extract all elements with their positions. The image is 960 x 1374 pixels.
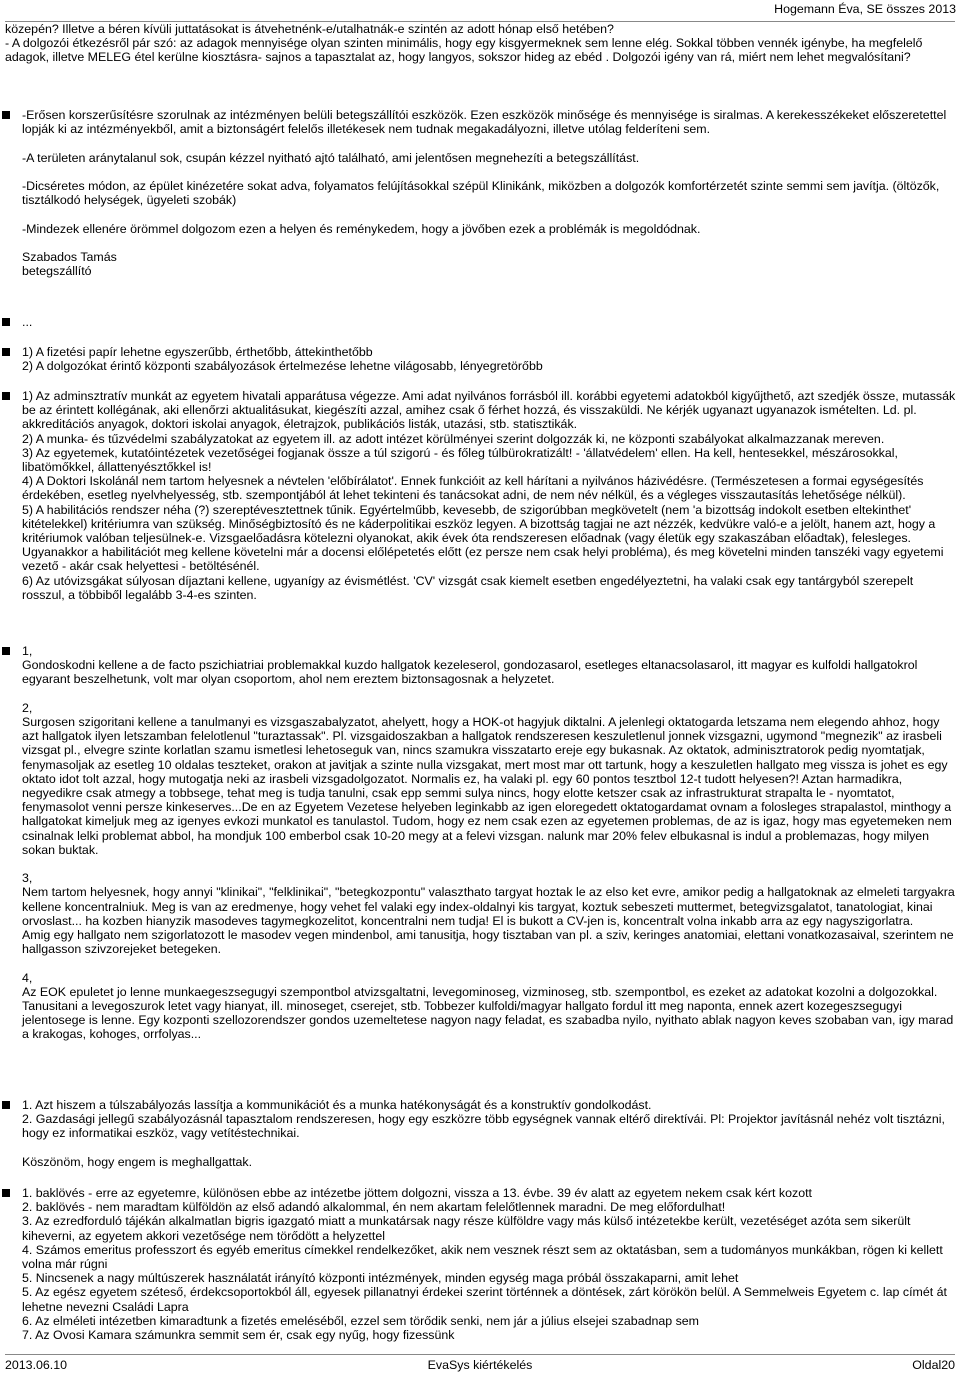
- response-text: ...: [22, 315, 33, 329]
- response-text: -Erősen korszerűsítésre szorulnak az intézményen belüli betegszállítói eszközök. Ezen eszközök minősége és mennyisége is siralmas. A kerekesszékeket előszeretettel lopják ki az intézményekből, amit a biztonságért felelős illetékesek nem tudnak megakadályozni, illetve utólag felderíteni sem. -A területen aránytalanul sok, csupán kézzel nyitható ajtó található, ami jelentősen megnehezíti a betegszállítást. -Dicséretes módon, az épület kinézetére sokat adva, folyamatos felújításokkal szépül Klinikánk, miközben a dolgozók komfortérzetét szinte semmi sem javítja. (öltözők, tisztálkodó helységek, ügyeleti szobák) -Mindezek ellenére örömmel dolgozom ezen a helyen és reménykedem, hogy a jövőben ezek a problémák is megoldódnak. Szabados Tamás betegszállító: [22, 108, 947, 279]
- document-header: Hogemann Éva, SE összes 2013: [774, 2, 956, 16]
- continuation-text: közepén? Illetve a béren kívüli juttatásokat is átvehetnénk-e/utalhatnák-e szintén az adott hónap első hetében? - A dolgozói étkezésről pár szó: az adagok mennyisége olyan szinten minimális, hogy egy kisgyermeknek sem lenne elég. Sokkal többen vennék igénybe, ha megfelelő adagok, illetve MELEG étel kerülne kiosztásra- sajnos a tapasztalat az, hogy langyos, sokszor hideg az ebéd . Dolgozói igény van rá, miért nem lehet megvalósítani?: [5, 22, 923, 65]
- response-text: 1) A fizetési papír lehetne egyszerűbb, érthetőbb, áttekinthetőbb 2) A dolgozókat érintő központi szabályozások értelmezése lehetne világosabb, lényegretörőbb: [22, 345, 543, 374]
- bullet-square-icon: [2, 318, 10, 326]
- footer-source: EvaSys kiértékelés: [427, 1358, 533, 1372]
- footer-divider: [5, 1354, 955, 1355]
- footer-date: 2013.06.10: [5, 1358, 68, 1372]
- response-text: 1. Azt hiszem a túlszabályozás lassítja a kommunikációt és a munka hatékonyságát és a konstruktív gondolkodást. 2. Gazdasági jellegű szabályozásnál tapasztalom rendszeresen, hogy egy eszközre több egységnek vannak eltérő direktívái. Pl: Projektor javításnál nehéz volt tisztázni, hogy ez informatikai eszköz, vagy vetítéstechnikai. Köszönöm, hogy engem is meghallgattak.: [22, 1098, 945, 1169]
- bullet-square-icon: [2, 111, 10, 119]
- bullet-square-icon: [2, 348, 10, 356]
- bullet-square-icon: [2, 1101, 10, 1109]
- footer-page-number: Oldal20: [912, 1358, 955, 1372]
- bullet-square-icon: [2, 1189, 10, 1197]
- document-footer: [0, 1358, 960, 1372]
- bullet-square-icon: [2, 392, 10, 400]
- response-text: 1) Az adminsztratív munkát az egyetem hivatali apparátusa végezze. Ami adat nyilvános forrásból ill. korábbi egyetemi adatokból kigyűjthető, azt szedjék össze, mutassák be az érintett kollégának, aki ellenőrzi aktualitásukat, kiegészíti azzal, amihez csak ő férhet hozzá, és visszaküldi. Ne kérjék ugyanazt ugyanazok ismételten. Ld. pl. akkreditációs anyagok, doktori iskolai anyagok, életrajzok, publikációs listák, utazási, stb. statisztikák. 2) A munka- és tűzvédelmi szabályzatokat az egyetem ill. az adott intézet körülményei szerint dolgozzák ki, ne központi szabályokat alkalmazzanak mereven. 3) Az egyetemek, kutatóintézetek vezetőségei fogjanak össze a túl szigorú - és főleg túlbürokratizált! - 'állatvédelem' ellen. Ha kell, hentesekkel, mészárosokkal, libatömőkkel, állattenyésztőkkel is! 4) A Doktori Iskolánál nem tartom helyesnek a névtelen 'előbírálatot'. Ennek funkcióit az kell hárítani a nyilvános házivédésre. (Természetesen a formai egységesítés érdekében, esetleg nyelvhelyesség, stb. szempontjából át lehet tekinteni és tanácsokat adni, de nem név nélkül, és a végleges visszautasítás lehetősége nélkül). 5) A habilitációs rendszer néha (?) szereptévesztettnek tűnik. Egyértelműbb, kevesebb, de szigorúbban megkövetelt (nem 'a bizottság indokolt esetben eltekinthet' kitételekkel) kritériumra van szükség. Minőségbiztosító és ne káderpolitikai eszköz legyen. A bizottság tagjai ne azt nézzék, kedvükre való-e a jelölt, hanem azt, hogy a kritériumok valóban teljesülnek-e. Vizsgaelőadásra kötelezni olyanokat, akik évek óta rendszeresen előadnak (vagy életük egy szakaszában előadtak), felesleges. Ugyanakkor a habilitációt meg kellene követelni már a docensi előlépetetés előtt (ez persze nem csak helyi probléma), és meg követelni minden tanszéki vagy egyetemi vezető - akár csak helyettesi - betöltésénél. 6) Az utóvizsgákat súlyosan díjaztani kellene, ugyanígy az évismétlést. 'CV' vizsgát csak kiemelt esetben engedélyeztetni, ha valaki csak egy tantárgyból szerepelt rosszul, a többiből legalább 3-4-es szinten.: [22, 389, 956, 602]
- response-text: 1. baklövés - erre az egyetemre, különösen ebbe az intézetbe jöttem dolgozni, vissza a 13. évbe. 39 év alatt az egyetem nekem csak kért kozott 2. baklövés - nem maradtam külföldön az első adandó alkalommal, én nem akartam felelőtlennek maradni. De meg előfordulhat! 3. Az ezredforduló tájékán alkalmatlan bigris igazgató miatt a munkatársak nagy része külföldre vagy más külső intézetekbe került, vezetéséget azóta sem sikerült kiheverni, az egyetem akkori vezetősége nem törődött a helyzettel 4. Számos emeritus professzort és egyéb emeritus címekkel rendelkezőket, akik nem vesznek részt sem az oktatásban, sem a tudományos munkákban, rögen ki kellett volna már rúgni 5. Nincsenek a nagy múltúszerek használatát irányító központi intézmények, minden egység maga próbál összakaparni, amit lehet 5. Az egész egyetem széteső, érdekcsoportokból áll, egyesek pillanatnyi érdekei szerint történnek a döntések, zárt körökön belül. A Semmelweis Egyetem c. lap címét át lehetne nevezni Családi Lapra 6. Az elméleti intézetben kimaradtunk a fizetés emeléséből, ezzel sem törődik senki, nem jár a július elsejei szabadnap sem 7. Az Ovosi Kamara számunkra semmit sem ér, csak egy nyűg, hogy fizessünk: [22, 1186, 947, 1343]
- response-text: 1, Gondoskodni kellene a de facto pszichiatriai problemakkal kuzdo hallgatok kezeleserol, gondozasarol, esetleges eltanacsolasarol, itt magyar es kulfoldi hallgatokrol egyarant beszelhetunk, volt mar olyan csoportom, ahol nem ereztem biztonsagosnak a helyzetet. 2, Surgosen szigoritani kellene a tanulmanyi es vizsgaszabalyzatot, ahelyett, hogy a HOK-ot hagyjuk diktalni. A jelenlegi oktatogarda letszama nem elegendo ahhoz, hogy azt hallgatok ilyen letszamban felelotlenul "turaztassak". Pl. vizsgaidoszakban a hallgatok rendszeresen keszuletlenul jonnek vizsgazni, ugymond "megnezik" az irasbeli vizsgat pl., elvegre szinte korlatlan szamu ismetlesi lehetoseguk van, nincs szamukra visszatarto ereje egy bukasnak. Az oktatok, adminisztratorok pedig nyomtatjak, fenymasoljak az esetleg 10 oldalas teszteket, orakon at javitjak a szinte nulla vizsgakat, mert most mar ott tartunk, hogy a keszuletlen hallgato meg vissza is johet es egy oktato idot tolt azzal, hogy mutogatja neki az irasbeli vizsgadolgozatot. Normalis ez, ha valaki pl. egy 60 pontos tesztbol 12-t tudott helyesen?! Aztan harmadikra, negyedikre csak atmegy a tobbsege, tehat meg is tudja tanulni, csak epp semmi sulya nincs, hogy elotte ketszer csak az infrastrukturat strapalta le - nyomtatot, fenymasolot venni persze kinkeserves...De en az Egyetem Vezetese helyeben leginkabb az igen eloregedett oktatogardamat ovnam a folosleges strapalastol, minthogy a hallgatokat kimeljuk meg az igenyes evkozi munkatol es tanulastol. Tudom, hogy ez nem csak ezen az egyetemen problemas, de az is igaz, hogy mas egyetemeken nem csinalnak lelki problemat abbol, ha mondjuk 100 emberbol csak 10-20 megy at a felevi vizsgan. nalunk mar 20% felev elbukasnal is indul a problemazas, hogy milyen sokan buktak. 3, Nem tartom helyesnek, hogy annyi "klinikai", "felklinikai", "betegkozpontu" valaszthato targyat hoztak le az elso ket evre, amikor pedig a hallgatoknak az elmeleti targyakra kellene koncentralniuk. Meg is van az eredmenye, hogy vehet fel valaki egy index-oldalnyi kis targyat, koztuk sebeszeti muttermet, betegvizsgalatot, tanatologiat, kinai orvoslast... ha kozben hianyzik masodeves tagymegkozelitot, koncentralni nem tudja! El is bukott a CV-jen is, koncentralt volna inkabb arra az egy nagyszigorlatra. Amig egy hallgato nem szigorlatozott le masodev vegen mindenbol, ami tanusitja, hogy tisztaban van pl. a sziv, keringes anatomiai, elettani vonatkozasaival, szerintem ne hallgasson szivzorejeket betegeken. 4, Az EOK epuletet jo lenne munkaegeszsegugyi szempontbol atvizsgaltatni, levegominoseg, vizminoseg, stb. szempontbol, es ezeket az adatokat kozolni a dolgozokkal. Tanusitani a levegoszurok letet vagy hianyat, ill. minoseget, cserejet, stb. Tobbezer kulfoldi/magyar hallgato fordul itt meg naponta, ennek azert kozegeszsegugyi jelentosege is lenne. Egy kozponti szellozorendszer gondos uzemeltetese nagyon nagy feladat, es szabadba nyilo, nyithato ablak nagyon keves szobaban van, igy marad a krakogas, kohoges, orrfolyas...: [22, 644, 955, 1042]
- bullet-square-icon: [2, 647, 10, 655]
